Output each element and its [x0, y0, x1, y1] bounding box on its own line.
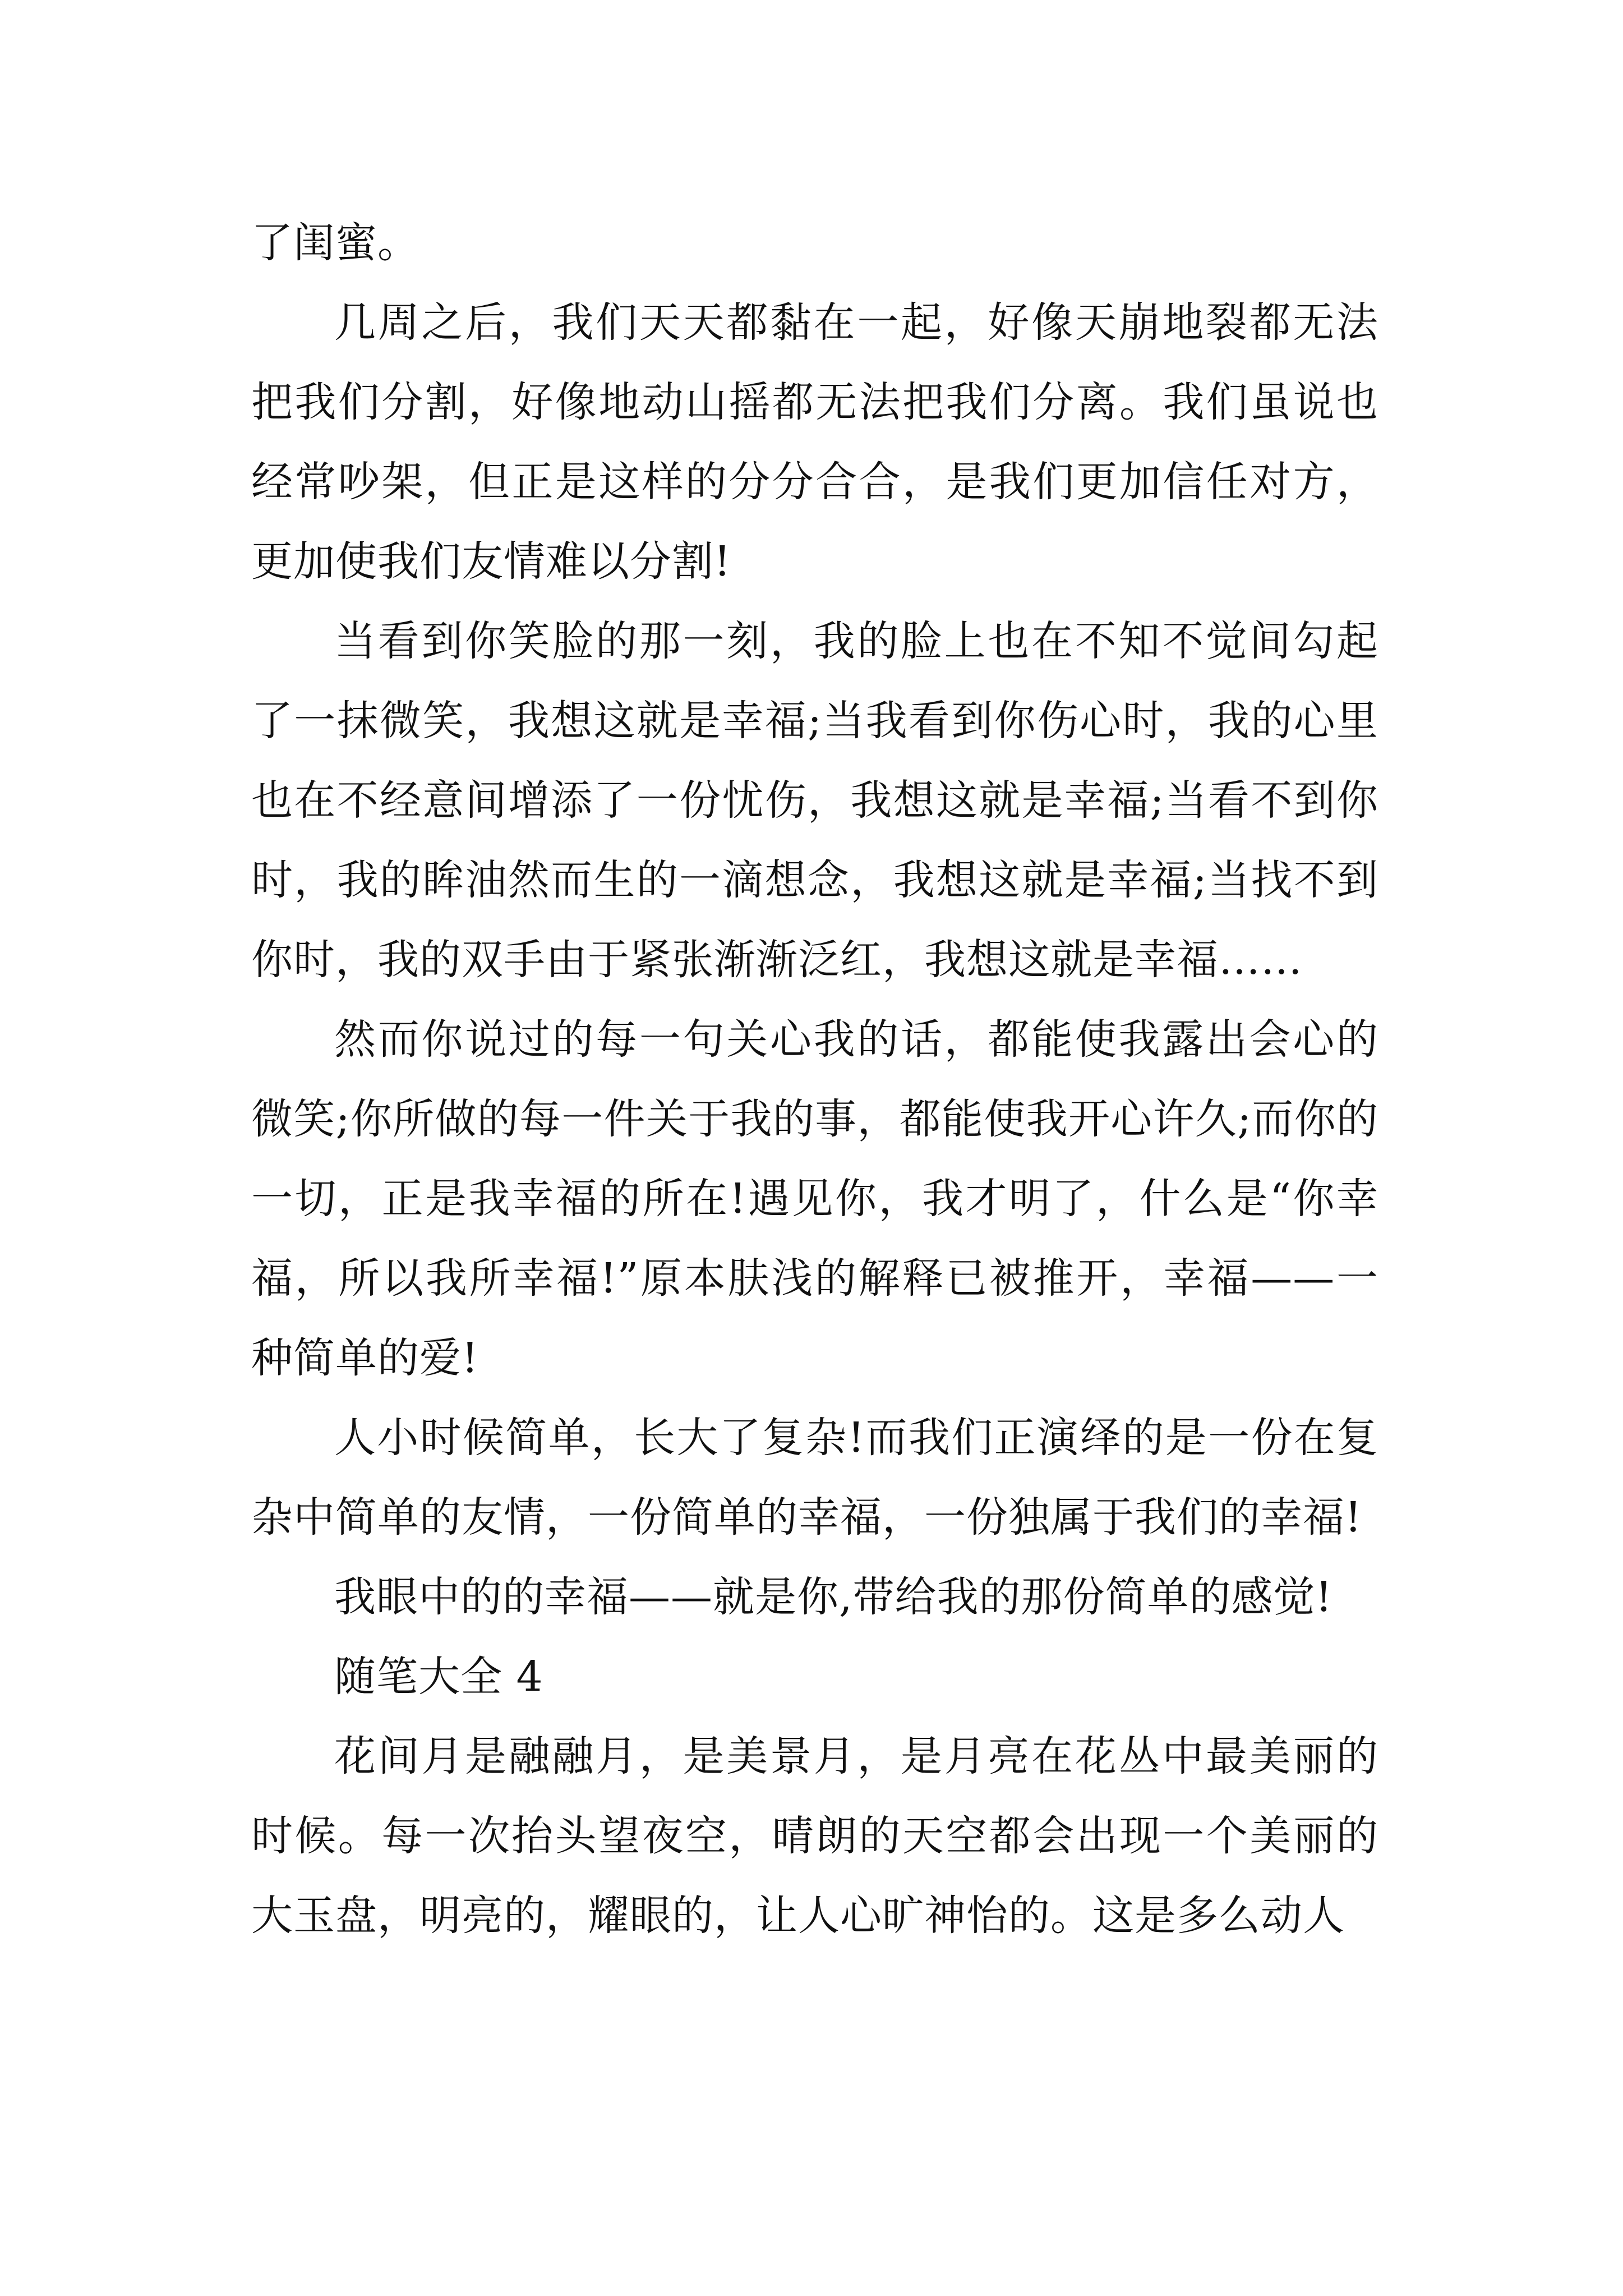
paragraph: 然而你说过的每一句关心我的话，都能使我露出会心的微笑;你所做的每一件关于我的事，都能使我开心许久;而你的一切，正是我幸福的所在!遇见你，我才明了，什么是“你幸福，所以我所幸福!”原本肤浅的解释已被推开，幸福——一种简单的爱! [251, 1015, 1378, 1382]
paragraph: 人小时候简单，长大了复杂!而我们正演绎的是一份在复杂中简单的友情，一份简单的幸福，一份独属于我们的幸福! [251, 1414, 1378, 1542]
document-body [251, 203, 1378, 1955]
section-heading: 随笔大全 4 [334, 1653, 543, 1701]
paragraph-continuation: 了闺蜜。 [251, 219, 419, 267]
paragraph: 当看到你笑脸的那一刻，我的脸上也在不知不觉间勾起了一抹微笑，我想这就是幸福;当我看到你伤心时，我的心里也在不经意间增添了一份忧伤，我想这就是幸福;当看不到你时，我的眸油然而生的一滴想念，我想这就是幸福;当找不到你时，我的双手由于紧张渐渐泛红，我想这就是幸福…… [251, 617, 1378, 984]
paragraph: 我眼中的的幸福——就是你,带给我的那份简单的感觉! [334, 1573, 1333, 1621]
paragraph: 几周之后，我们天天都黏在一起，好像天崩地裂都无法把我们分割，好像地动山摇都无法把我们分离。我们虽说也经常吵架，但正是这样的分分合合，是我们更加信任对方，更加使我们友情难以分割! [251, 298, 1378, 586]
paragraph: 花间月是融融月，是美景月，是月亮在花丛中最美丽的时候。每一次抬头望夜空，晴朗的天空都会出现一个美丽的大玉盘，明亮的，耀眼的，让人心旷神怡的。这是多么动人 [251, 1732, 1378, 1940]
